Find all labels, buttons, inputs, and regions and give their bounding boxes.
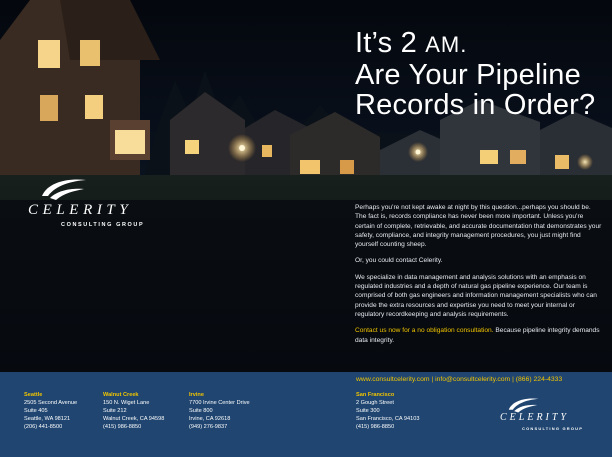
headline-line-1-time: AM.: [425, 32, 468, 57]
office-city: Irvine: [189, 392, 204, 398]
office-phone: (949) 276-9837: [189, 424, 228, 430]
footer-logo-subtitle: CONSULTING GROUP: [522, 426, 584, 431]
headline-line-2: Are Your Pipeline: [355, 59, 581, 91]
office-walnut-creek: [103, 391, 164, 431]
office-address-line-3: Seattle, WA 98121: [24, 416, 71, 422]
contact-line: www.consultcelerity.com | info@consultcelerity.com | (866) 224-4333: [356, 376, 563, 383]
headline-line-1-prefix: It’s 2: [355, 27, 426, 59]
office-city: Walnut Creek: [103, 392, 139, 398]
celerity-swoosh-icon: [38, 176, 88, 202]
office-address-line-1: 7700 Irvine Center Drive: [189, 400, 250, 406]
call-to-action: [355, 326, 603, 345]
office-city: Seattle: [24, 392, 43, 398]
office-address-line-1: 2505 Second Avenue: [24, 400, 78, 406]
paragraph-3: We specialize in data management and analysis solutions with an emphasis on regulated industries and a depth of natural gas pipeline experience. Our team is comprised of both gas engineers and information management specialists who can provide the extra resources and expertise you need to meet your internal or regulatory recordkeeping and analysis requirements.: [355, 273, 597, 318]
headline-line-1: [355, 28, 605, 60]
office-address-line-3: San Francisco, CA 94103: [356, 416, 420, 422]
office-irvine: [189, 391, 250, 431]
logo-subtitle: CONSULTING GROUP: [61, 222, 145, 228]
office-phone: (415) 986-8850: [356, 424, 395, 430]
paragraph-1: Perhaps you’re not kept awake at night by this question...perhaps you should be. The fact is, records compliance has never been more important. Unless you’re certain of complete, retrievable, and accurate documentation that demonstrates your safety, compliance, and integrity management procedures, you just might find yourself counting sheep.: [355, 204, 602, 249]
logo-wordmark: CELERITY: [28, 202, 133, 218]
headline: [355, 28, 605, 120]
body-copy: [355, 203, 603, 352]
footer-logo-wordmark: CELERITY: [500, 412, 570, 423]
office-address-line-3: Walnut Creek, CA 94598: [103, 416, 165, 422]
office-address-line-2: Suite 405: [24, 408, 48, 414]
office-address-line-2: Suite 300: [356, 408, 380, 414]
office-address-line-1: 2 Gough Street: [356, 400, 394, 406]
office-san-francisco: [356, 391, 419, 431]
celerity-logo: [28, 176, 178, 236]
office-phone: (206) 441-8500: [24, 424, 63, 430]
headline-line-3: Records in Order?: [355, 89, 596, 121]
office-address-line-1: 150 N. Wiget Lane: [103, 400, 150, 406]
office-city: San Francisco: [356, 392, 395, 398]
footer-celerity-logo: [500, 396, 600, 436]
footer: [0, 372, 612, 457]
office-address-line-2: Suite 212: [103, 408, 127, 414]
office-address-line-3: Irvine, CA 92618: [189, 416, 231, 422]
office-address-line-2: Suite 800: [189, 408, 213, 414]
cta-rest: Because pipeline integrity demands data integrity.: [355, 327, 600, 344]
cta-highlight: Contact us now for a no obligation consultation.: [355, 327, 494, 335]
paragraph-2: Or, you could contact Celerity.: [355, 257, 443, 265]
office-phone: (415) 986-8850: [103, 424, 142, 430]
office-seattle: [24, 391, 77, 431]
